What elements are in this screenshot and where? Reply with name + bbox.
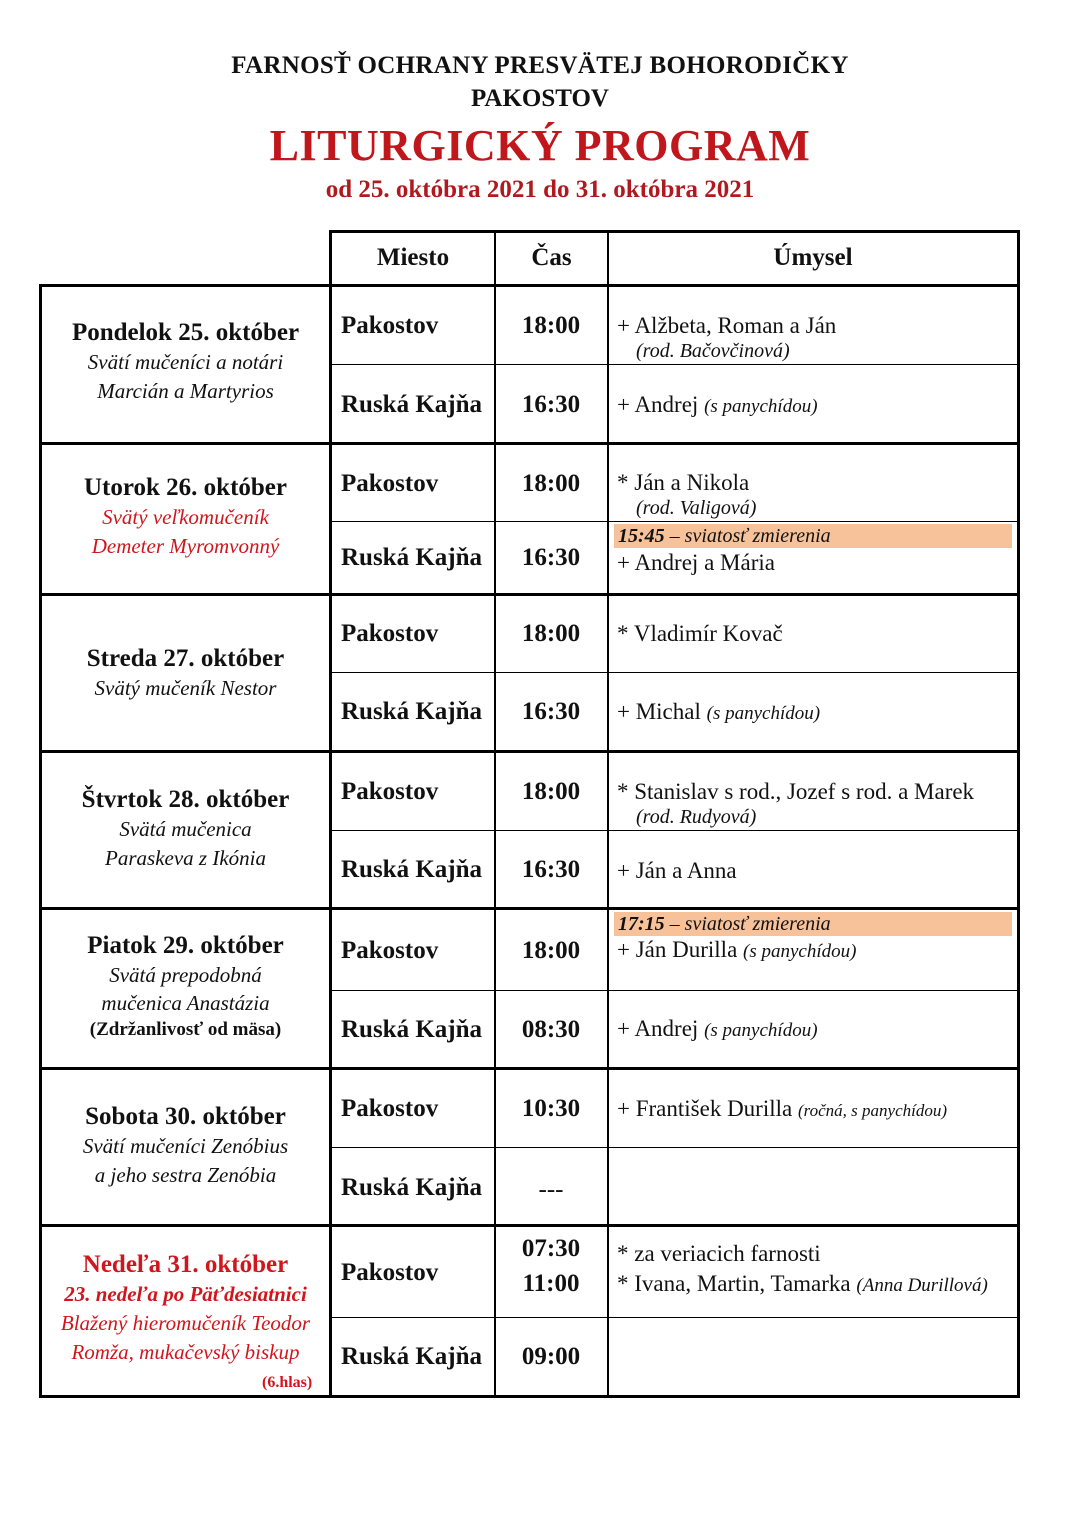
saint-name: Svätí mučeníci Zenóbius <box>82 1134 289 1158</box>
intention-text: + Andrej <box>617 392 699 417</box>
intention: * za veriacich farnosti <box>617 1241 821 1266</box>
intention-text: + Michal <box>617 699 701 724</box>
place: Ruská Kajňa <box>341 856 483 883</box>
day-cell <box>42 1250 329 1367</box>
saint-name: Svätý mučeník Nestor <box>94 676 277 700</box>
place: Pakostov <box>341 470 439 497</box>
village-name: PAKOSTOV <box>471 85 609 112</box>
page-title: LITURGICKÝ PROGRAM <box>269 121 811 170</box>
day-cell <box>42 644 329 703</box>
abstinence-note: (Zdržanlivosť od mäsa) <box>89 1019 282 1040</box>
table-line <box>330 230 1020 233</box>
intention: + Andrej a Mária <box>617 550 775 575</box>
place: Ruská Kajňa <box>341 544 483 571</box>
intention-extra: (Anna Durillová) <box>856 1275 988 1296</box>
place: Pakostov <box>341 778 439 805</box>
saint-name: Svätý veľkomučeník <box>102 505 269 529</box>
day-cell <box>42 1102 329 1190</box>
table-line <box>39 750 1020 753</box>
column-header-intention: Úmysel <box>773 244 853 271</box>
liturgical-tone: (6.hlas) <box>262 1374 313 1391</box>
date-range: od 25. októbra 2021 do 31. októbra 2021 <box>325 176 755 203</box>
day-name: Štvrtok 28. október <box>81 786 290 813</box>
time: 18:00 <box>521 620 581 647</box>
table-line <box>1017 230 1020 1398</box>
day-name: Streda 27. október <box>86 645 285 672</box>
intention-note: (rod. Rudyová) <box>636 806 757 828</box>
intention-extra: (s panychídou) <box>704 1020 818 1041</box>
saint-name: Demeter Myromvonný <box>91 534 280 558</box>
time: 16:30 <box>521 391 581 418</box>
time: 16:30 <box>521 698 581 725</box>
saint-name: Blažený hieromučeník Teodor <box>60 1311 311 1335</box>
day-name: Utorok 26. október <box>83 474 287 501</box>
intention-extra: (s panychídou) <box>704 396 818 417</box>
confession-highlight <box>614 912 1012 936</box>
confession-text: – sviatosť zmierenia <box>664 913 831 935</box>
confession-highlight <box>614 524 1012 548</box>
place: Pakostov <box>341 1259 439 1286</box>
saint-name: Svätá mučenica <box>119 817 252 841</box>
intention: + Ján a Anna <box>617 858 737 883</box>
time: 07:30 <box>521 1235 581 1262</box>
table-line <box>39 1067 1020 1070</box>
time: 10:30 <box>521 1095 581 1122</box>
place: Pakostov <box>341 937 439 964</box>
time: 18:00 <box>521 778 581 805</box>
confession-text: – sviatosť zmierenia <box>664 525 831 547</box>
day-cell <box>42 931 329 1043</box>
day-name: Nedeľa 31. október <box>82 1251 289 1278</box>
place: Ruská Kajňa <box>341 391 483 418</box>
time: 18:00 <box>521 312 581 339</box>
place: Pakostov <box>341 1095 439 1122</box>
table-line <box>39 1224 1020 1227</box>
confession-time: 15:45 <box>618 525 665 547</box>
intention: * Stanislav s rod., Jozef s rod. a Marek <box>617 779 975 804</box>
intention <box>617 1271 988 1297</box>
place: Pakostov <box>341 620 439 647</box>
table-line <box>331 1147 1019 1148</box>
place: Ruská Kajňa <box>341 1174 483 1201</box>
intention <box>617 699 820 725</box>
saint-name: Marcián a Martyrios <box>97 379 274 403</box>
saint-name: a jeho sestra Zenóbia <box>94 1163 277 1187</box>
saint-name: Svätá prepodobná <box>109 963 262 987</box>
day-cell <box>42 785 329 873</box>
day-cell <box>42 473 329 561</box>
table-line <box>329 230 332 1398</box>
time: 09:00 <box>521 1343 581 1370</box>
intention-note: (rod. Bačovčinová) <box>636 340 790 362</box>
place: Ruská Kajňa <box>341 1016 483 1043</box>
table-line <box>607 230 609 1398</box>
confession-time: 17:15 <box>618 913 665 935</box>
table-line <box>39 593 1020 596</box>
day-name: Piatok 29. október <box>87 932 284 959</box>
time: --- <box>538 1176 564 1203</box>
table-line <box>331 1317 1019 1318</box>
intention <box>617 392 818 418</box>
column-header-time: Čas <box>531 244 572 271</box>
time: 11:00 <box>522 1270 580 1297</box>
intention: * Ján a Nikola <box>617 470 750 495</box>
place: Ruská Kajňa <box>341 698 483 725</box>
time: 08:30 <box>521 1016 581 1043</box>
intention: + Alžbeta, Roman a Ján <box>617 313 837 338</box>
sunday-name: 23. nedeľa po Päťdesiatnici <box>64 1282 307 1306</box>
time: 16:30 <box>521 544 581 571</box>
parish-name: FARNOSŤ OCHRANY PRESVÄTEJ BOHORODIČKY <box>231 52 849 79</box>
intention-note: (rod. Valigová) <box>636 497 757 519</box>
table-line <box>39 1395 1020 1398</box>
table-line <box>39 284 1020 287</box>
intention-extra: (s panychídou) <box>706 703 821 724</box>
table-line <box>39 907 1020 910</box>
table-line <box>331 521 1019 522</box>
table-line <box>331 672 1019 673</box>
intention: * Vladimír Kovač <box>617 621 783 646</box>
intention <box>617 1096 947 1122</box>
place: Pakostov <box>341 312 439 339</box>
intention-extra: (ročná, s panychídou) <box>797 1101 948 1120</box>
intention <box>617 937 856 963</box>
saint-name: Romža, mukačevský biskup <box>71 1340 300 1364</box>
day-cell <box>42 318 329 406</box>
time: 16:30 <box>521 856 581 883</box>
saint-name: mučenica Anastázia <box>101 991 270 1015</box>
table-line <box>39 442 1020 445</box>
table-line <box>331 364 1019 365</box>
intention-text: + František Durilla <box>617 1096 793 1121</box>
intention-text: + Ján Durilla <box>617 937 738 962</box>
saint-name: Svätí mučeníci a notári <box>87 350 284 374</box>
intention-text: * Ivana, Martin, Tamarka <box>617 1271 851 1296</box>
day-name: Pondelok 25. október <box>71 319 300 346</box>
table-line <box>331 990 1019 991</box>
saint-name: Paraskeva z Ikónia <box>105 846 266 870</box>
column-header-place: Miesto <box>376 244 450 271</box>
intention-text: + Andrej <box>617 1016 699 1041</box>
table-line <box>331 830 1019 831</box>
time: 18:00 <box>521 937 581 964</box>
intention <box>617 1016 818 1042</box>
place: Ruská Kajňa <box>341 1343 483 1370</box>
intention-extra: (s panychídou) <box>743 941 857 962</box>
time: 18:00 <box>521 470 581 497</box>
day-name: Sobota 30. október <box>85 1103 286 1130</box>
